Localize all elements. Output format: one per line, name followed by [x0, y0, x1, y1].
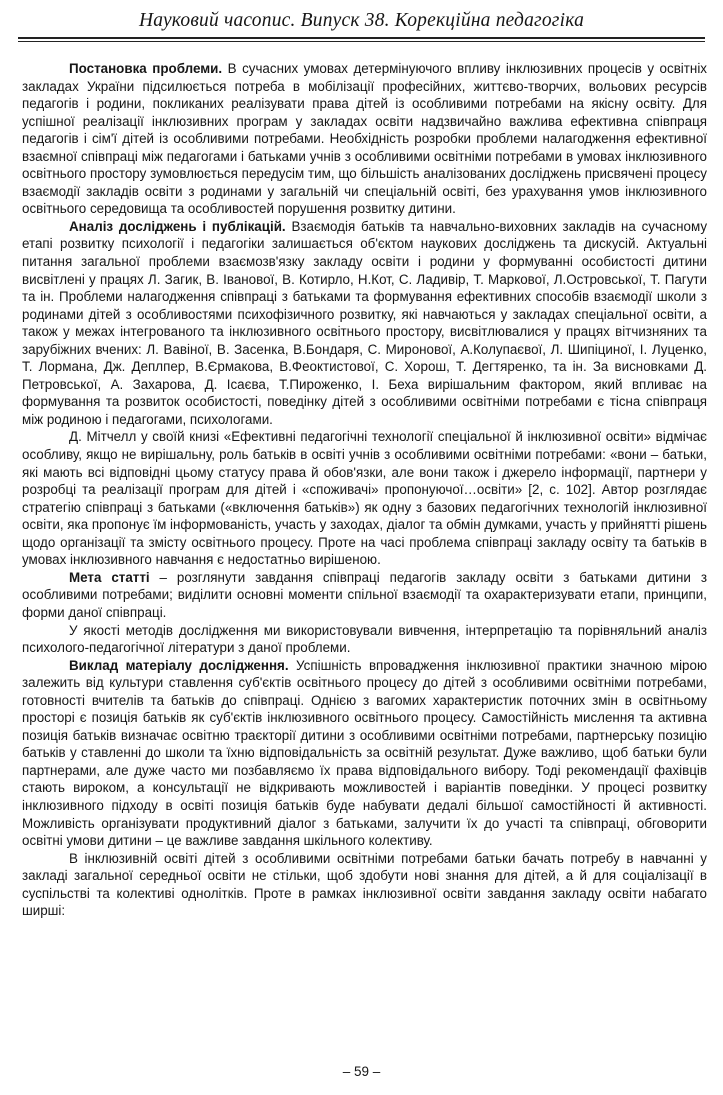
page-number: – 59 – [342, 1064, 381, 1079]
paragraph-text: Д. Мітчелл у своїй книзі «Ефективні педагогічні технології спеціальної й інклюзивної освіти» відмічає особливу, якщо не вирішальну, роль батьків в освіті учнів з особливими освітніми потребами: «вони – батьки, які мають всі відповідні цьому статусу права й обов'язки, але вони також і джерело інформації, партнери у розробці та реалізації програм для дітей і «споживачі» пропонуючої…освіти» [2, с. 102]. Автор розглядає стратегію співпраці з батьками («включення батьків») як одну з базових педагогічних технологій інклюзивної освіти, яка пропонує їм інформованість, участь у заходах, діалог та обмін думками, участь у прийнятті рішень щодо організації та змісту освітнього процесу. Проте на часі проблема співпраці закладу освіту та батьків в умовах інклюзивного навчання є недостатньо вирішеною. [22, 429, 707, 568]
running-head: Науковий часопис. Випуск 38. Корекційна педагогіка [138, 10, 585, 31]
paragraph-aim [22, 569, 707, 622]
paragraph-literature-review [22, 218, 707, 429]
paragraph-problem-statement [22, 60, 707, 218]
paragraph-methods [22, 622, 707, 657]
header-rule-thin [18, 41, 705, 42]
paragraph-inclusive-education [22, 850, 707, 920]
paragraph-lead: Виклад матеріалу дослідження. [69, 657, 289, 673]
paragraph-lead: Аналіз досліджень і публікацій. [69, 218, 286, 234]
paragraph-text: В сучасних умовах детермінуючого впливу інклюзивних процесів у освітніх закладах України підсилюється потреба в мобілізації професійних, життєво-творчих, вольових ресурсів педагогів і родини, покликаних реалізувати права дітей із особливими потребами на якісну освіту. Для успішної реалізації інклюзивних програм у закладах освіти надзвичайно важлива ефективна співпраця педагогів і сім'ї дітей із особливими потребами. Необхідність розробки проблеми налагодження ефективної взаємної співпраці між педагогами і батьками учнів з особливими освітніми потребами в умовах інклюзивного освітнього простору зумовлюється передусім тим, що більшість аналізованих досліджень присвячені процесу взаємодії закладів освіти з родинами у загальній чи спеціальній освіті, без урахування умов інклюзивного освітнього середовища та особливостей порушення розвитку дитини. [22, 61, 707, 217]
paragraph-mitchell [22, 428, 707, 568]
paragraph-main-material [22, 657, 707, 850]
header-rule-thick [18, 37, 705, 39]
paragraph-text: – розглянути завдання співпраці педагогів закладу освіти з батьками дитини з особливими потребами; виділити основні моменти спільної взаємодії та охарактеризувати етапи, принципи, форми даної співпраці. [22, 569, 707, 620]
paragraph-text: Успішність впровадження інклюзивної практики значною мірою залежить від культури ставлення суб'єктів освітнього процесу до дітей з особливими освітніми потребами, готовності вчителів та батьків до співпраці. Однією з вагомих характеристик поточних змін в освітньому просторі є позиція батьків як суб'єктів інклюзивного освітнього процесу. Самостійність мислення та активна позиція батьків визначає освітню траєкторії дитини з особливими освітніми потребами, партнерську позицію батьків у ставленні до школи та їхню відповідальність за освітній результат. Дуже важливо, щоб батьки були партнерами, але дуже часто ми позбавляємо їх права відповідального вибору. Тоді рекомендації фахівців стають вироком, а консультації не відкривають можливостей і варіантів поведінки. У процесі розвитку інклюзивного підходу в освіті позиція батьків буде набувати дедалі більшої самостійності й активності. Можливість організувати продуктивний діалог з батьками, залучити їх до участі та співпраці, обговорити освітні умови дитини – це важливе завдання шкільного колективу. [22, 657, 707, 849]
paragraph-lead: Постановка проблеми. [69, 61, 223, 76]
paragraph-text: Взаємодія батьків та навчально-виховних закладів на сучасному етапі розвитку психології і педагогіки залишається об'єктом наукових досліджень та дискусій. Актуальні питання загальної проблеми взаємозв'язку закладу освіти і родини у формуванні особистості дитини висвітлені у працях Л. Загик, В. Іванової, В. Котирло, Н.Кот, С. Ладивір, Т. Маркової, Л.Островської, Т. Пагути та ін. Проблеми налагодження співпраці з батьками та формування ефективних способів взаємодії школи з родинами дітей з особливостями психофізичного розвитку, які навчаються у закладах спеціальної освіти, а також у межах інтегрованого та інклюзивного освітнього простору, висвітлювалися у працях вітчизняних та зарубіжних вчених: Л. Вавіної, В. Засенка, В.Бондаря, С. Миронової, А.Колупаєвої, Л. Шипіциної, І. Луценко, Т. Лормана, Дж. Деплпер, В.Єрмакова, В.Феоктистової, С. Хорош, Т. Дегтяренко, та ін. За висновками Д. Петровської, А. Захарова, Д. Ісаєва, Т.Пироженко, І. Беха вирішальним фактором, який впливає на формування та розвиток особистості, поведінку дітей з особливими освітніми потребами є тісна співпраця між родиною і педагогами, психологами. [22, 218, 708, 427]
paragraph-text: У якості методів дослідження ми використовували вивчення, інтерпретацію та порівняльний аналіз психолого-педагогічної літератури з даної проблеми. [22, 622, 707, 656]
paragraph-lead: Мета статті [69, 569, 150, 585]
article-body [22, 60, 707, 920]
paragraph-text: В інклюзивній освіті дітей з особливими освітніми потребами батьки бачать потребу в навчанні у закладі загальної середньої освіти не стільки, щоб здобути нові знання для дітей, а й для соціалізації в суспільстві та колективі однолітків. Проте в рамках інклюзивної освіти завдання закладу освіти набагато ширші: [22, 850, 707, 919]
